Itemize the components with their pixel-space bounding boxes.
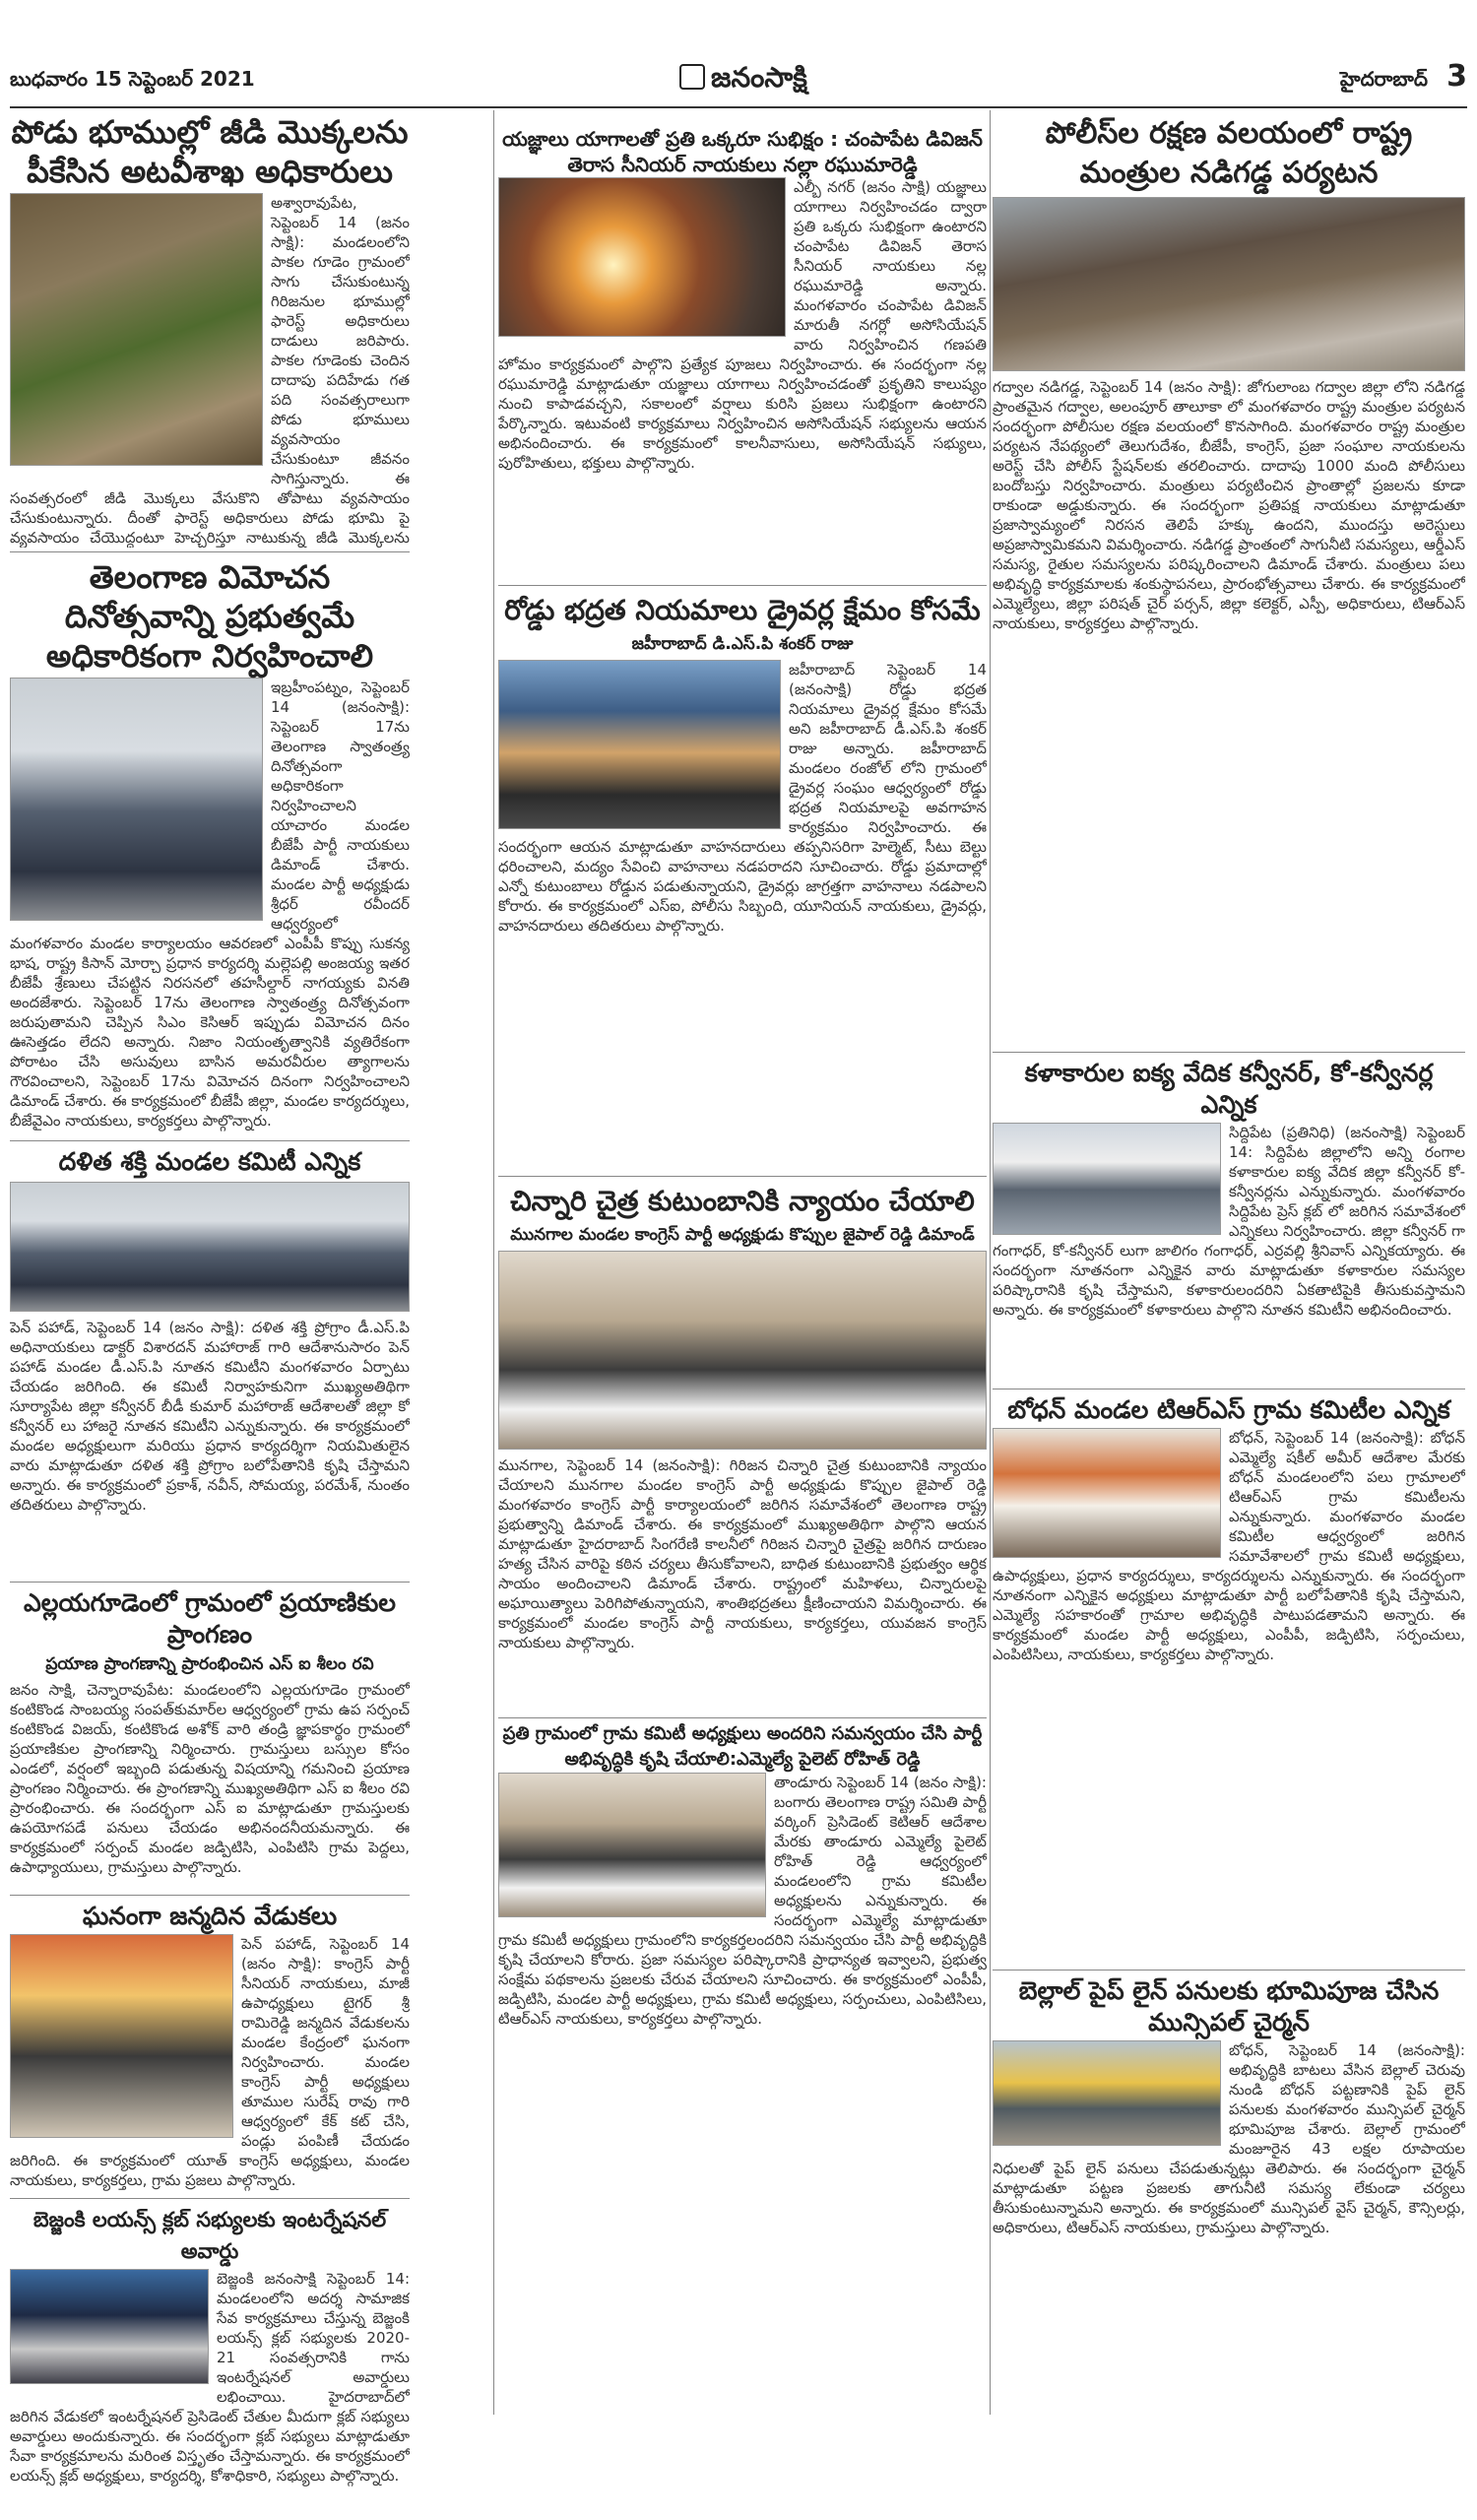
- headline: బోధన్ మండల టిఆర్ఎస్ గ్రామ కమిటీల ఎన్నిక: [1007, 1395, 1450, 1424]
- page-number: 3: [1446, 59, 1467, 94]
- headline: పోలీస్‌ల రక్షణ వలయంలో రాష్ట్ర మంత్రుల నడిగడ్డ పర్యటన: [1045, 116, 1413, 190]
- headline: బెజ్జంకి లయన్స్ క్లబ్ సభ్యులకు ఇంటర్నేషనల్ అవార్డు: [32, 2208, 387, 2263]
- article-body: బోధన్, సెప్టెంబర్ 14 (జనంసాక్షి): అభివృద్ధికి బాటలు వేసిన బెల్లాల్ చెరువు నుండి బోధన్ పట్టణానికి పైప్ లైన్ పనులకు మంగళవారం మున్సిపల్ చైర్మన్ భూమిపూజ చేశారు. బెల్లాల్ గ్రామంలో మంజూరైన 43 లక్షల రూపాయల నిధులతో పైప్ లైన్ పనులు చేపడుతున్నట్లు తెలిపారు. ఈ సందర్భంగా చైర్మన్ మాట్లాడుతూ పట్టణ ప్రజలకు తాగునీటి సమస్య లేకుండా చర్యలు తీసుకుంటున్నామని అన్నారు. ఈ కార్యక్రమంలో మున్సిపల్ వైస్ చైర్మన్, కౌన్సిలర్లు, అధికారులు, టిఆర్ఎస్ నాయకులు, గ్రామస్తులు పాల్గొన్నారు.: [993, 2041, 1465, 2236]
- photo-homam: [498, 177, 786, 337]
- divider: [498, 1717, 987, 1718]
- newspaper-brand: [679, 61, 807, 100]
- article-village-committee: [498, 1721, 987, 2509]
- photo-bjp-protest: [10, 678, 263, 921]
- divider: [993, 1052, 1465, 1053]
- headline: దళిత శక్తి మండల కమిటీ ఎన్నిక: [58, 1147, 361, 1176]
- column-divider: [493, 110, 494, 2415]
- article-podu: [10, 110, 410, 548]
- headline: ఎల్లయగూడెంలో గ్రామంలో ప్రయాణికుల ప్రాంగణం: [24, 1588, 396, 1648]
- article-body: బెజ్జంకి జనంసాక్షి సెప్టెంబర్ 14: మండలంలోని అదర్శ సామాజిక సేవ కార్యక్రమాలు చేస్తున్న బెజ్జంకి లయన్స్ క్లబ్ సభ్యులకు 2020-21 సంవత్సరానికి గాను ఇంటర్నేషనల్ అవార్డులు లభించాయి. హైదరాబాద్‌లో జరిగిన వేడుకలో ఇంటర్నేషనల్ ప్రెసిడెంట్ చేతుల మీదుగా క్లబ్ సభ్యులు అవార్డులు అందుకున్నారు. ఈ సందర్భంగా క్లబ్ సభ్యులు మాట్లాడుతూ సేవా కార్యక్రమాలను మరింత విస్తృతం చేస్తామన్నారు. ఈ కార్యక్రమంలో లయన్స్ క్లబ్ అధ్యక్షులు, కార్యదర్శి, కోశాధికారి, సభ్యులు పాల్గొన్నారు.: [10, 2270, 410, 2485]
- photo-police-arrests: [993, 197, 1465, 371]
- article-body: జనం సాక్షి, చెన్నారావుపేట: మండలంలోని ఎల్లయగూడెం గ్రామంలో కంటికొండ సాంబయ్య సంపత్‌కుమార్‌ల ఆధ్వర్యంలో గ్రామ ఉప సర్పంచ్ కంటికొండ విజయ్, కంటికొండ అశోక్ వారి తండ్రి జ్ఞాపకార్థం గ్రామంలో ప్రయాణికుల ప్రాంగణాన్ని నిర్మించారు. గ్రామస్తులు బస్సుల కోసం ఎండలో, వర్షంలో ఇబ్బంది పడుతున్న విషయాన్ని గమనించి ప్రయాణ ప్రాంగణం నిర్మించారు. ఈ ప్రాంగణాన్ని ముఖ్యఅతిథిగా ఎస్ ఐ శీలం రవి ప్రారంభించారు. ఈ సందర్భంగా ఎస్ ఐ మాట్లాడుతూ గ్రామస్తులకు ఉపయోగపడే పనులు చేయడం అభినందనీయమన్నారు. ఈ కార్యక్రమంలో సర్పంచ్ మండల జడ్పిటిసి, ఎంపిటిసి గ్రామ పెద్దలు, ఉపాధ్యాయులు, గ్రామస్తులు పాల్గొన్నారు.: [10, 1681, 410, 1876]
- headline: చిన్నారి చైత్ర కుటుంబానికి న్యాయం చేయాలి: [510, 1185, 975, 1217]
- article-yagnam: [498, 126, 987, 579]
- headline: రోడ్డు భద్రత నియమాలు డ్రైవర్ల క్షేమం కోసమే: [504, 594, 981, 626]
- headline: ఘనంగా జన్మదిన వేడుకలు: [82, 1902, 338, 1930]
- photo-road-safety-event: [498, 660, 781, 829]
- masthead: [10, 59, 1467, 100]
- article-pipeline: [993, 1973, 1465, 2520]
- divider: [10, 1582, 410, 1583]
- article-dalitha: [10, 1144, 410, 1578]
- article-bodhan-committee: [993, 1392, 1465, 1964]
- photo-mla-meeting: [498, 1773, 766, 1917]
- article-body: సిద్దిపేట (ప్రతినిధి) (జనంసాక్షి) సెప్టెంబర్ 14: సిద్దిపేట జిల్లాలోని అన్ని రంగాల కళాకారుల ఐక్య వేదిక జిల్లా కన్వీనర్ కో-కన్వీనర్లను ఎన్నుకున్నారు. మంగళవారం సిద్దిపేట ప్రెస్ క్లబ్ లో జరిగిన సమావేశంలో ఎన్నికలు నిర్వహించారు. జిల్లా కన్వీనర్ గా గంగాధర్, కో-కన్వీనర్ లుగా జాలిగం గంగాధర్, ఎర్రవల్లి శ్రీనివాస్ ఎన్నికయ్యారు. ఈ సందర్భంగా నూతనంగా ఎన్నికైన వారు మాట్లాడుతూ కళాకారుల సమస్యల పరిష్కారానికి కృషి చేస్తామని, కళాకారులందరిని ఏకతాటిపైకి తీసుకువస్తామని అన్నారు. ఈ కార్యక్రమంలో కళాకారులు పాల్గొని నూతన కమిటీని అభినందించారు.: [993, 1124, 1465, 1319]
- photo-birthday-collage: [10, 1934, 233, 2138]
- article-body: గద్వాల నడిగడ్డ, సెప్టెంబర్ 14 (జనం సాక్షి): జోగులాంబ గద్వాల జిల్లా లోని నడిగడ్డ ప్రాంతమైన గద్వాల, అలంపూర్ తాలూకా లో మంగళవారం రాష్ట్ర మంత్రుల పర్యటన సందర్భంగా పోలీసుల రక్షణ వలయంలో కొనసాగింది. మంగళవారం రాష్ట్ర మంత్రుల పర్యటన నేపథ్యంలో తెలుగుదేశం, బీజేపీ, కాంగ్రెస్, ప్రజా సంఘాల నాయకులను అరెస్ట్ చేసి పోలీస్ స్టేషన్‌లకు తరలించారు. దాదాపు 1000 మంది పోలీసులు బందోబస్తు నిర్వహించారు. మంత్రులు పర్యటించిన ప్రాంతాల్లో ప్రజలను కూడా రాకుండా అడ్డుకున్నారు. ఈ సందర్భంగా ప్రతిపక్ష నాయకులు మాట్లాడుతూ ప్రజాస్వామ్యంలో నిరసన తెలిపే హక్కు ఉందని, ముందస్తు అరెస్టులు అప్రజాస్వామికమని విమర్శించారు. నడిగడ్డ ప్రాంతంలో సాగునీటి సమస్యలు, ఆర్డీఎస్ సమస్య, రైతుల సమస్యలను పరిష్కరించాలని డిమాండ్ చేశారు. మంత్రులు పలు అభివృద్ధి కార్యక్రమాలకు శంకుస్థాపనలు, ప్రారంభోత్సవాలు చేశారు. ఈ కార్యక్రమంలో ఎమ్మెల్యేలు, జిల్లా పరిషత్ చైర్ పర్సన్, జిల్లా కలెక్టర్, ఎస్పీ, అధికారులు, టిఆర్ఎస్ నాయకులు, కార్యకర్తలు పాల్గొన్నారు.: [993, 378, 1465, 632]
- brand-name: జనంసాక్షి: [711, 61, 807, 94]
- photo-bhoomi-puja: [993, 2040, 1221, 2146]
- divider: [10, 1140, 410, 1141]
- headline: బెల్లాల్ పైప్ లైన్ పనులకు భూమిపూజ చేసిన మున్సిపల్ చైర్మన్: [1018, 1976, 1440, 2036]
- brand-logo-icon: [679, 64, 705, 90]
- subheadline: జహీరాబాద్ డి.ఎస్.పి శంకర్ రాజు: [631, 634, 854, 654]
- article-body: ఇబ్రహీంపట్నం, సెప్టెంబర్ 14 (జనంసాక్షి): సెప్టెంబర్ 17ను తెలంగాణ స్వాతంత్ర్య దినోత్సవంగా అధికారికంగా నిర్వహించాలని యాచారం మండల బీజేపీ పార్టీ నాయకులు డిమాండ్ చేశారు. మండల పార్టీ అధ్యక్షుడు శ్రీధర్ రవీందర్ ఆధ్వర్యంలో మంగళవారం మండల కార్యాలయం ఆవరణలో ఎంపీపీ కొప్పు సుకన్య భాష, రాష్ట్ర కిసాన్ మోర్చా ప్రధాన కార్యదర్శి మల్లెపల్లి అంజయ్య ఇతర బీజేపీ శ్రేణులు చేపట్టిన నిరసనలో తహసీల్దార్ నాగయ్యకు వినతి అందజేశారు. సెప్టెంబర్ 17ను తెలంగాణ స్వాతంత్ర్య దినోత్సవంగా జరుపుతామని చెప్పిన సిఎం కెసిఆర్ ఇప్పుడు విమోచన దినం ఊసెత్తడం లేదని అన్నారు. నిజాం నియంతృత్వానికి వ్యతిరేకంగా పోరాటం చేసి అసువులు బాసిన అమరవీరుల త్యాగాలను గౌరవించాలని, సెప్టెంబర్ 17ను విమోచన దినంగా నిర్వహించాలని డిమాండ్ చేశారు. ఈ కార్యక్రమంలో బీజేపీ జిల్లా, మండల కార్యదర్శులు, బీజేవైఎం నాయకులు, కార్యకర్తలు పాల్గొన్నారు.: [10, 678, 410, 1130]
- photo-cashew-plants: [10, 193, 263, 466]
- photo-artists-meeting: [993, 1123, 1221, 1235]
- edition-city: హైదరాబాద్: [1339, 67, 1428, 91]
- article-body: జహీరాబాద్ సెప్టెంబర్ 14 (జనంసాక్షి) రోడ్డు భద్రత నియమాలు డ్రైవర్ల క్షేమం కోసమే అని జహీరాబాద్ డీ.ఎస్.పి శంకర్ రాజు అన్నారు. జహీరాబాద్ మండలం రంజోల్‌ లోని గ్రామంలో డ్రైవర్ల సంఘం ఆధ్వర్యంలో రోడ్డు భద్రత నియమాలపై అవగాహన కార్యక్రమం నిర్వహించారు. ఈ సందర్భంగా ఆయన మాట్లాడుతూ వాహనదారులు తప్పనిసరిగా హెల్మెట్, సీటు బెల్టు ధరించాలని, మద్యం సేవించి వాహనాలు నడపరాదని సూచించారు. రోడ్డు ప్రమాదాల్లో ఎన్నో కుటుంబాలు రోడ్డున పడుతున్నాయని, డ్రైవర్లు జాగ్రత్తగా వాహనాలు నడపాలని కోరారు. ఈ కార్యక్రమంలో ఎస్ఐ, పోలీసు సిబ్బంది, యూనియన్ నాయకులు, డ్రైవర్లు, వాహనదారులు తదితరులు పాల్గొన్నారు.: [498, 661, 987, 935]
- article-vimochana: [10, 555, 410, 1136]
- article-birthday: [10, 1899, 410, 2194]
- headline: పోడు భూముల్లో జీడి మొక్కలను పీకేసిన అటవీశాఖ అధికారులు: [11, 113, 409, 190]
- headline: తెలంగాణ విమోచన దినోత్సవాన్ని ప్రభుత్వమే అధికారికంగా నిర్వహించాలి: [45, 558, 374, 675]
- divider: [498, 1176, 987, 1177]
- article-kalakarula: [993, 1056, 1465, 1381]
- article-ellayagudem: [10, 1585, 410, 1891]
- divider: [10, 1895, 410, 1896]
- article-police-cordon: [993, 112, 1465, 1048]
- masthead-rule: [10, 106, 1467, 108]
- article-lions: [10, 2202, 410, 2517]
- subheadline: ప్రయాణ ప్రాంగణాన్ని ప్రారంభించిన ఎస్ ఐ శీలం రవి: [45, 1654, 374, 1674]
- divider: [10, 551, 410, 552]
- headline: కళాకారుల ఐక్య వేదిక కన్వీనర్, కో-కన్వీనర్ల ఎన్నిక: [1024, 1059, 1434, 1119]
- photo-committee-felicitation: [993, 1428, 1221, 1558]
- article-body: తాండూరు సెప్టెంబర్ 14 (జనం సాక్షి): బంగారు తెలంగాణ రాష్ట్ర సమితి పార్టీ వర్కింగ్ ప్రెసిడెంట్ కెటిఆర్ ఆదేశాల మేరకు తాండూరు ఎమ్మెల్యే పైలెట్ రోహిత్ రెడ్డి ఆధ్వర్యంలో మండలంలోని గ్రామ కమిటీల అధ్యక్షులను ఎన్నుకున్నారు. ఈ సందర్భంగా ఎమ్మెల్యే మాట్లాడుతూ గ్రామ కమిటీ అధ్యక్షులు గ్రామంలోని కార్యకర్తలందరిని సమన్వయం చేసి పార్టీ అభివృద్ధికి కృషి చేయాలని కోరారు. ప్రజా సమస్యల పరిష్కారానికి ప్రాధాన్యత ఇవ్వాలని, ప్రభుత్వ సంక్షేమ పథకాలను ప్రజలకు చేరువ చేయాలని సూచించారు. ఈ కార్యక్రమంలో ఎంపీపీ, జడ్పిటిసి, మండల పార్టీ అధ్యక్షులు, గ్రామ కమిటీ అధ్యక్షులు, సర్పంచులు, ఎంపిటిసిలు, టిఆర్ఎస్ నాయకులు, కార్యకర్తలు పాల్గొన్నారు.: [498, 1774, 987, 2028]
- divider: [993, 1970, 1465, 1971]
- article-body: ఎల్బీ నగర్ (జనం సాక్షి) యజ్ఞాలు యాగాలు నిర్వహించడం ద్వారా ప్రతి ఒక్కరు సుభిక్షంగా ఉంటారని చంపాపేట డివిజన్ తెరాస సీనియర్ నాయకులు నల్ల రఘుమారెడ్డి అన్నారు. మంగళవారం చంపాపేట డివిజన్ మారుతీ నగర్లో అసోసియేషన్ వారు నిర్వహించిన గణపతి హోమం కార్యక్రమంలో పాల్గొని ప్రత్యేక పూజలు నిర్వహించారు. ఈ సందర్భంగా నల్ల రఘుమారెడ్డి మాట్లాడుతూ యజ్ఞాలు యాగాలు నిర్వహించడంతో ప్రకృతిని కాలుష్యం నుంచి కాపాడవచ్చని, సకాలంలో వర్షాలు కురిసి ప్రజలు సుభిక్షంగా ఉంటారని పేర్కొన్నారు. ఇటువంటి కార్యక్రమాలు నిర్వహించిన అసోసియేషన్ సభ్యులను ఆయన అభినందించారు. ఈ కార్యక్రమంలో కాలనీవాసులు, అసోసియేషన్ సభ్యులు, పురోహితులు, భక్తులు పాల్గొన్నారు.: [498, 178, 987, 472]
- subheadline: మునగాల మండల కాంగ్రెస్ పార్టీ అధ్యక్షుడు కొప్పుల జైపాల్ రెడ్డి డిమాండ్: [510, 1225, 975, 1245]
- article-body: పెన్ పహాడ్, సెప్టెంబర్ 14 (జనం సాక్షి): కాంగ్రెస్ పార్టీ సీనియర్ నాయకులు, మాజీ ఉపాధ్యక్షులు టైగర్ శ్రీ రామిరెడ్డి జన్మదిన వేడుకలను మండల కేంద్రంలో ఘనంగా నిర్వహించారు. మండల కాంగ్రెస్ పార్టీ అధ్యక్షులు తూముల సురేష్ రావు గారి ఆధ్వర్యంలో కేక్ కట్ చేసి, పండ్లు పంపిణీ చేయడం జరిగింది. ఈ కార్యక్రమంలో యూత్ కాంగ్రెస్ అధ్యక్షులు, మండల నాయకులు, కార్యకర్తలు, గ్రామ ప్రజలు పాల్గొన్నారు.: [10, 1935, 410, 2189]
- photo-congress-meeting: [498, 1251, 987, 1450]
- photo-award-ceremony: [10, 2269, 209, 2384]
- column-divider: [990, 110, 991, 2415]
- article-body: పెన్ పహాడ్, సెప్టెంబర్ 14 (జనం సాక్షి): దళిత శక్తి ప్రోగ్రాం డీ.ఎస్.పి అధినాయకులు డాక్టర్ విశారదన్ మహారాజ్ గారి ఆదేశానుసారం పెన్ పహాడ్ మండల డీ.ఎస్.పి నూతన కమిటీని మంగళవారం ఏర్పాటు చేయడం జరిగింది. ఈ కమిటీ నిర్వాహకునిగా ముఖ్యఅతిథిగా సూర్యాపేట జిల్లా కన్వీనర్ బీడీ కుమార్ మహారాజ్ ఆదేశాలతో జిల్లా కో కన్వీనర్ లు హాజరై నూతన కమిటీని ఎన్నుకున్నారు. ఈ కార్యక్రమంలో మండల అధ్యక్షులుగా మరియు ప్రధాన కార్యదర్శిగా నియమితులైన వారు మాట్లాడుతూ దళిత శక్తి ప్రోగ్రాం బలోపేతానికి కృషి చేస్తామని అన్నారు. ఈ కార్యక్రమంలో ప్రకాశ్, నవీన్, సోమయ్య, పరమేశ్, నుంతం తదితరులు పాల్గొన్నారు.: [10, 1319, 410, 1514]
- article-road-safety: [498, 589, 987, 1170]
- photo-dalitha-committee: [10, 1182, 410, 1312]
- article-body: మునగాల, సెప్టెంబర్ 14 (జనంసాక్షి): గిరిజన చిన్నారి చైత్ర కుటుంబానికి న్యాయం చేయాలని మునగాల మండల కాంగ్రెస్ పార్టీ అధ్యక్షుడు కొప్పుల జైపాల్ రెడ్డి మంగళవారం కాంగ్రెస్ పార్టీ కార్యాలయంలో జరిగిన సమావేశంలో తెలంగాణ రాష్ట్ర ప్రభుత్వాన్ని డిమాండ్ చేశారు. ఈ కార్యక్రమంలో ముఖ్యఅతిథిగా పాల్గొని ఆయన మాట్లాడుతూ హైదరాబాద్ సింగరేణి కాలనీలో గిరిజన చిన్నారి చైత్రపై జరిగిన దారుణం హత్య చేసిన వారిపై కఠిన చర్యలు తీసుకోవాలని, బాధిత కుటుంబానికి ప్రభుత్వం ఆర్థిక సాయం అందించాలని డిమాండ్ చేశారు. రాష్ట్రంలో మహిళలు, చిన్నారులపై అఘాయిత్యాలు పెరిగిపోతున్నాయని, శాంతిభద్రతలు క్షీణించాయని విమర్శించారు. ఈ కార్యక్రమంలో మండల కాంగ్రెస్ పార్టీ నాయకులు, కార్యకర్తలు, యువజన కాంగ్రెస్ నాయకులు పాల్గొన్నారు.: [498, 1456, 987, 1651]
- divider: [498, 585, 987, 586]
- issue-date: బుధవారం 15 సెప్టెంబర్ 2021: [10, 67, 255, 91]
- headline: యజ్ఞాలు యాగాలతో ప్రతి ఒక్కరూ సుభిక్షం : చంపాపేట డివిజన్ తెరాస సీనియర్ నాయకులు నల్లా రఘుమారెడ్డి: [502, 127, 983, 176]
- divider: [10, 2198, 410, 2199]
- headline: ప్రతి గ్రామంలో గ్రామ కమిటీ అధ్యక్షులు అందరిని సమన్వయం చేసి పార్టీ అభివృద్ధికి కృషి చేయాలి:ఎమ్మెల్యే పైలెట్ రోహిత్ రెడ్డి: [502, 1723, 983, 1770]
- article-chaitra: [498, 1180, 987, 1712]
- article-body: అశ్వారావుపేట, సెప్టెంబర్ 14 (జనం సాక్షి): మండలంలోని పాకల గూడెం గ్రామంలో సాగు చేసుకుంటున్న గిరిజనుల భూముల్లో ఫారెస్ట్ అధికారులు దాడులు జరిపారు. పాకల గూడెంకు చెందిన దాదాపు పదిహేడు గత పది సంవత్సరాలుగా పోడు భూములు వ్యవసాయం చేసుకుంటూ జీవనం సాగిస్తున్నారు. ఈ సంవత్సరంలో జీడి మొక్కలు వేసుకొని తోపాటు వ్యవసాయం చేసుకుంటున్నారు. దీంతో ఫారెస్ట్ అధికారులు పోడు భూమి పై వ్యవసాయం చేయొద్దంటూ హెచ్చరిస్తూ నాటుకున్న జీడి మొక్కలను: [10, 194, 410, 547]
- article-body: బోధన్, సెప్టెంబర్ 14 (జనంసాక్షి): బోధన్ ఎమ్మెల్యే షకీల్ అమీర్ ఆదేశాల మేరకు బోధన్ మండలంలోని పలు గ్రామాలలో టిఆర్ఎస్ గ్రామ కమిటీలను ఎన్నుకున్నారు. మంగళవారం మండల కమిటీల ఆధ్వర్యంలో జరిగిన సమావేశాలలో గ్రామ కమిటీ అధ్యక్షులు, ఉపాధ్యక్షులు, ప్రధాన కార్యదర్శులు, కార్యదర్శులను ఎన్నుకున్నారు. ఈ సందర్భంగా నూతనంగా ఎన్నికైన అధ్యక్షులు మాట్లాడుతూ పార్టీ బలోపేతానికి కృషి చేస్తామని, ఎమ్మెల్యే సహకారంతో గ్రామాల అభివృద్ధికి పాటుపడతామని అన్నారు. ఈ కార్యక్రమంలో మండల పార్టీ అధ్యక్షులు, ఎంపీపీ, జడ్పిటిసి, సర్పంచులు, ఎంపిటిసిలు, నాయకులు, కార్యకర్తలు పాల్గొన్నారు.: [993, 1429, 1465, 1663]
